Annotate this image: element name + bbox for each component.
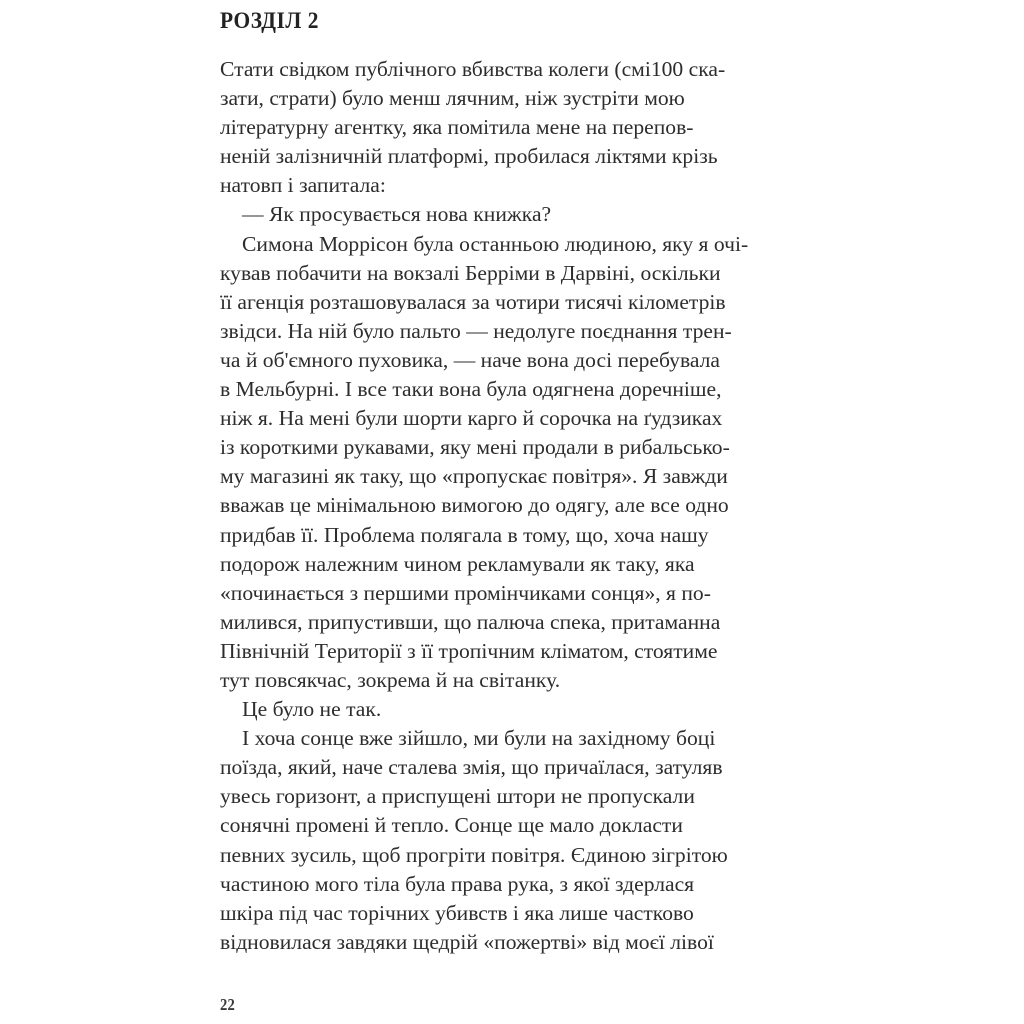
paragraph (220, 230, 808, 696)
text-line: кував побачити на вокзалі Берріми в Дарвіні, оскільки (220, 260, 721, 285)
paragraph (220, 200, 808, 229)
text-line: Це було не так. (242, 697, 382, 722)
body-text (220, 55, 808, 957)
text-line: вважав це мінімальною вимогою до одягу, але все одно (220, 493, 729, 518)
text-line: літературну агентку, яка помітила мене на перепов- (220, 115, 694, 140)
text-column (220, 0, 808, 957)
text-line: зати, страти) було менш лячним, ніж зустріти мою (220, 86, 685, 111)
text-line: її агенція розташовувалася за чотири тисячі кілометрів (220, 289, 726, 314)
paragraph (220, 55, 808, 200)
text-line: неній залізничній платформі, пробилася ліктями крізь (220, 144, 718, 169)
text-line: певних зусиль, щоб прогріти повітря. Єдиною зігрітою (220, 842, 728, 867)
paragraph (220, 724, 808, 957)
text-line: поїзда, який, наче сталева змія, що причаїлася, затуляв (220, 755, 723, 780)
text-line: «починається з першими промінчиками сонця», я по- (220, 580, 711, 605)
text-line: із короткими рукавами, яку мені продали в рибальсько- (220, 435, 730, 460)
text-line: милився, припустивши, що палюча спека, притаманна (220, 609, 721, 634)
chapter-heading: РОЗДІЛ 2 (220, 8, 320, 33)
page-number: 22 (220, 995, 235, 1014)
text-line: І хоча сонце вже зійшло, ми були на західному боці (242, 726, 716, 751)
text-line: сонячні промені й тепло. Сонце ще мало докласти (220, 813, 683, 838)
text-line: звідси. На ній було пальто — недолуге поєднання трен- (220, 318, 732, 343)
text-line: тут повсякчас, зокрема й на світанку. (220, 667, 561, 692)
text-line: придбав її. Проблема полягала в тому, що, хоча нашу (220, 522, 709, 547)
text-line: шкіра під час торічних убивств і яка лише частково (220, 900, 694, 925)
text-line: ча й об'ємного пуховика, — наче вона досі перебувала (220, 347, 721, 372)
text-line: частиною мого тіла була права рука, з якої здерлася (220, 871, 695, 896)
text-line: му магазині як таку, що «пропускає повітря». Я завжди (220, 464, 728, 489)
text-line: натовп і запитала: (220, 173, 386, 198)
text-line: Симона Моррісон була останньою людиною, яку я очі- (242, 231, 749, 256)
text-line: ніж я. На мені були шорти карго й сорочка на ґудзиках (220, 406, 723, 431)
text-line: — Як просувається нова книжка? (242, 202, 552, 227)
paragraph (220, 695, 808, 724)
text-line: подорож належним чином рекламували як таку, яка (220, 551, 695, 576)
text-line: увесь горизонт, а приспущені штори не пропускали (220, 784, 695, 809)
text-line: Північній Території з її тропічним кліматом, стоятиме (220, 638, 718, 663)
text-line: відновилася завдяки щедрій «пожертві» від моєї лівої (220, 929, 714, 954)
text-line: Стати свідком публічного вбивства колеги (смі100 ска- (220, 57, 726, 81)
text-line: в Мельбурні. І все таки вона була одягнена доречніше, (220, 377, 722, 402)
